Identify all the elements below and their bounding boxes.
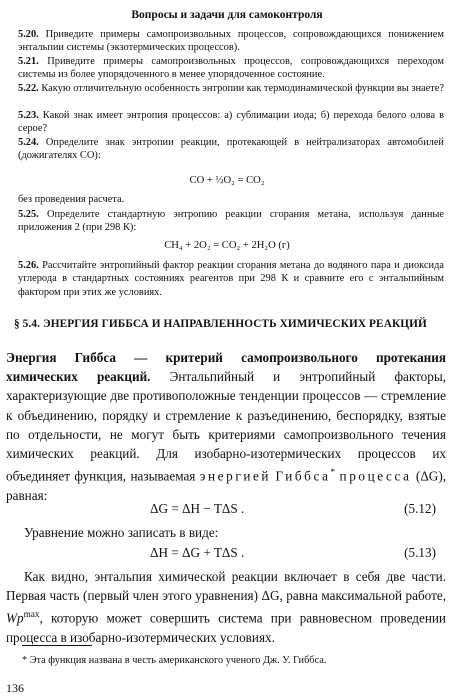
question-5-25	[18, 208, 444, 235]
paragraph-gibbs-intro	[6, 348, 446, 505]
equation-expression: ΔG = ΔH − TΔS .	[150, 501, 245, 516]
footnote-rule	[22, 645, 92, 646]
term-process: процесса	[339, 468, 412, 484]
question-5-21	[18, 55, 444, 82]
question-number: 5.22.	[18, 83, 39, 94]
paragraph-tail: (ΔG), равная:	[6, 468, 447, 503]
formula-co-oxidation: CO + ½O₂ = CO₂	[189, 175, 265, 186]
question-text: Рассчитайте энтропийный фактор реакции сгорания метана до водяного пара и диоксида углерода в стандартных состояниях реагентов при 298 К и сравните его с энтальпийным фактором при этих же условиях.	[18, 260, 444, 298]
question-5-20	[18, 28, 444, 55]
page-number: 136	[6, 681, 24, 695]
term-gibbs: Гиббса	[275, 468, 331, 484]
question-text: Определите стандартную энтропию реакции сгорания метана, используя данные приложения 2 (при 298 К):	[18, 209, 444, 234]
work-symbol: Wp	[6, 610, 24, 626]
question-number: 5.20.	[18, 29, 39, 40]
question-number: 5.24.	[18, 137, 39, 148]
question-text: Какой знак имеет энтропия процессов: а) сублимации иода; б) перехода белого олова в серое?	[18, 110, 444, 135]
question-5-24	[18, 136, 444, 163]
question-text: Какую отличительную особенность энтропии как термодинамической функции вы знаете?	[41, 83, 445, 94]
paragraph-lead: Энергия Гиббса — критерий самопроизвольного протекания химических реакций.	[6, 350, 446, 385]
question-number: 5.21.	[18, 56, 39, 67]
footnote: * Эта функция названа в честь американского ученого Дж. У. Гиббса.	[22, 655, 327, 666]
question-text: Приведите примеры самопроизвольных процессов, сопровождающихся понижением энтальпии системы (экзотермических процессов).	[18, 29, 444, 54]
paragraph-text: Энтальпийный и энтропийный факторы, характеризующие две противоположные тенденции процессов — стремление к объединению, порядку и стремление к разъединению, беспорядку, взятые по отдельности, не могут быть критериями самопроизвольного течения химических реакций. Для изобарно-изотермических процессов их объединяет функция, называемая	[6, 369, 447, 484]
question-5-24-tail: без проведения расчета.	[18, 194, 125, 205]
question-number: 5.26.	[18, 260, 39, 271]
paragraph-text: Как видно, энтальпия химической реакции включает в себя две части. Первая часть (первый член этого уравнения) ΔG, равна максимальной работе,	[6, 569, 446, 604]
paragraph-rewrite: Уравнение можно записать в виде:	[24, 525, 219, 540]
paragraph-enthalpy-parts	[6, 567, 446, 647]
question-5-23	[18, 109, 444, 136]
question-text: Определите знак энтропии реакции, протекающей в нейтрализаторах автомобилей (дожигателях CO):	[18, 137, 444, 162]
paragraph-rest: , которую может совершить система при равновесном проведении процесса в изобарно-изотермических условиях.	[6, 610, 446, 645]
question-number: 5.25.	[18, 209, 39, 220]
question-5-22	[18, 82, 444, 95]
term-energy: энергией	[199, 468, 272, 484]
equation-number: (5.12)	[404, 501, 436, 516]
formula-methane-combustion: CH₄ + 2O₂ = CO₂ + 2H₂O (г)	[164, 240, 290, 251]
equation-expression: ΔH = ΔG + TΔS .	[150, 545, 245, 560]
question-number: 5.23.	[18, 110, 39, 121]
footnote-mark: *	[330, 467, 336, 478]
equation-number: (5.13)	[404, 545, 436, 560]
question-text: Приведите примеры самопроизвольных процессов, сопровождающихся переходом системы из более упорядоченного в менее упорядоченное состояние.	[18, 56, 444, 81]
section-heading: § 5.4. ЭНЕРГИЯ ГИББСА И НАПРАВЛЕННОСТЬ ХИМИЧЕСКИХ РЕАКЦИЙ	[14, 318, 427, 330]
work-superscript: max	[23, 609, 40, 620]
running-header: Вопросы и задачи для самоконтроля	[131, 9, 323, 21]
question-5-26	[18, 259, 444, 299]
